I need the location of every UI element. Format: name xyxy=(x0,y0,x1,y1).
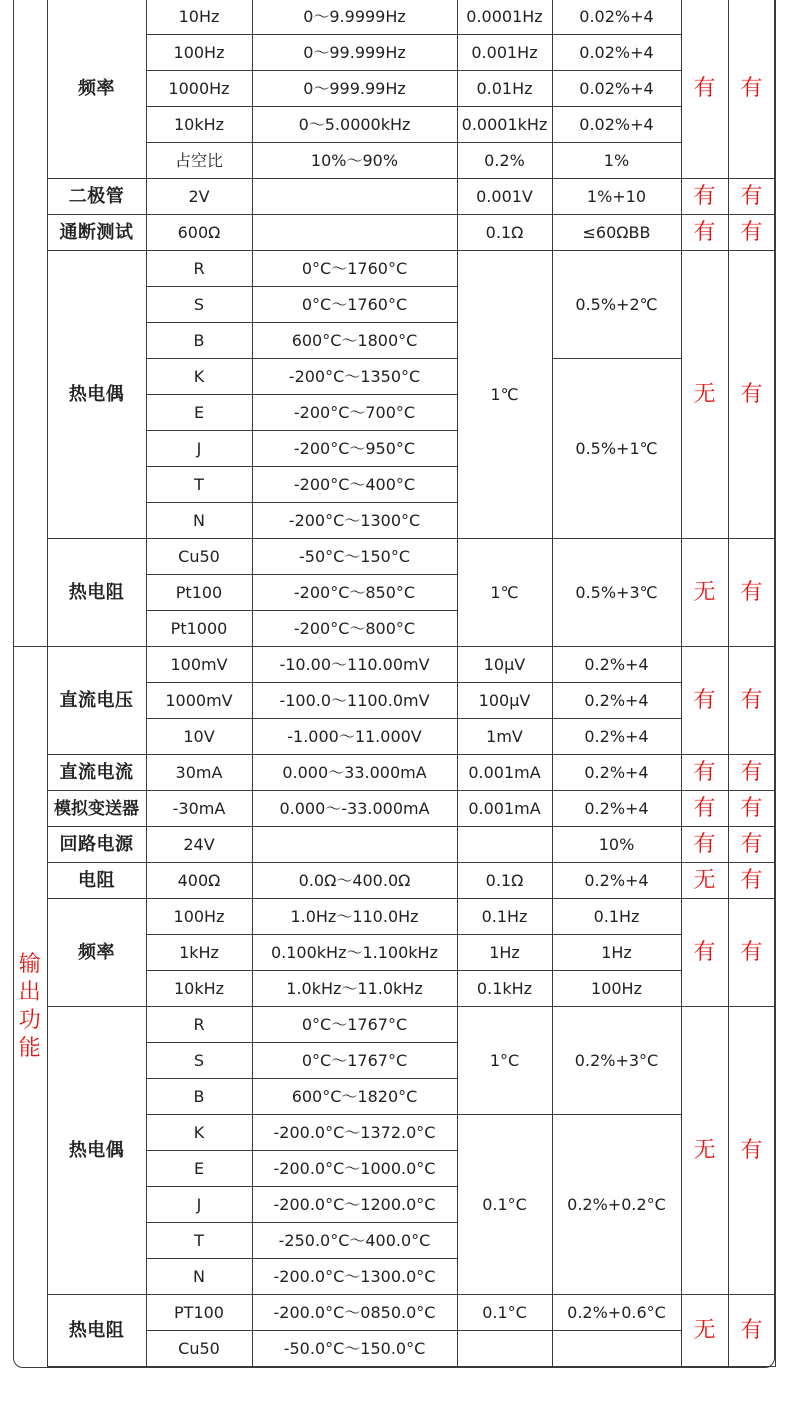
accuracy-cell xyxy=(552,1331,681,1367)
resolution-cell: 0.0001kHz xyxy=(457,107,552,143)
range-cell: E xyxy=(146,1151,252,1187)
feature-flag: 有 xyxy=(681,647,728,755)
span-cell: 0°C～1767°C xyxy=(252,1043,457,1079)
accuracy-cell: 0.2%+4 xyxy=(552,719,681,755)
accuracy-cell: 0.5%+3℃ xyxy=(552,539,681,647)
feature-flag: 有 xyxy=(728,0,775,179)
span-cell: 600°C～1800°C xyxy=(252,323,457,359)
category-label: 直流电流 xyxy=(47,755,146,791)
range-cell: Pt1000 xyxy=(146,611,252,647)
accuracy-cell: 0.02%+4 xyxy=(552,107,681,143)
span-cell: 0.000～33.000mA xyxy=(252,755,457,791)
category-label: 频率 xyxy=(47,899,146,1007)
range-cell: S xyxy=(146,287,252,323)
table-row xyxy=(13,0,775,35)
resolution-cell: 0.1°C xyxy=(457,1295,552,1331)
table-row xyxy=(13,827,775,863)
feature-flag: 有 xyxy=(681,179,728,215)
feature-flag: 有 xyxy=(728,179,775,215)
range-cell: B xyxy=(146,323,252,359)
range-cell: K xyxy=(146,359,252,395)
accuracy-cell: 0.5%+1℃ xyxy=(552,359,681,539)
range-cell: 100Hz xyxy=(146,35,252,71)
resolution-cell: 0.1Ω xyxy=(457,863,552,899)
table-row xyxy=(13,647,775,683)
resolution-cell: 0.001mA xyxy=(457,791,552,827)
span-cell: 0°C～1760°C xyxy=(252,251,457,287)
resolution-cell: 0.001V xyxy=(457,179,552,215)
feature-flag: 有 xyxy=(728,863,775,899)
category-label: 直流电压 xyxy=(47,647,146,755)
feature-flag: 有 xyxy=(728,1295,775,1367)
resolution-cell: 0.2% xyxy=(457,143,552,179)
span-cell: -250.0°C～400.0°C xyxy=(252,1223,457,1259)
range-cell: 2V xyxy=(146,179,252,215)
span-cell: -200°C～700°C xyxy=(252,395,457,431)
span-cell: 0.0Ω～400.0Ω xyxy=(252,863,457,899)
feature-flag: 有 xyxy=(728,215,775,251)
range-cell: J xyxy=(146,431,252,467)
span-cell xyxy=(252,215,457,251)
accuracy-cell: 0.5%+2℃ xyxy=(552,251,681,359)
span-cell xyxy=(252,827,457,863)
accuracy-cell: 0.1Hz xyxy=(552,899,681,935)
accuracy-cell: 0.2%+4 xyxy=(552,647,681,683)
range-cell: R xyxy=(146,1007,252,1043)
category-label: 热电偶 xyxy=(47,1007,146,1295)
span-cell xyxy=(252,179,457,215)
span-cell: -50°C～150°C xyxy=(252,539,457,575)
accuracy-cell: 0.2%+4 xyxy=(552,791,681,827)
accuracy-cell: 0.2%+3°C xyxy=(552,1007,681,1115)
category-label: 热电偶 xyxy=(47,251,146,539)
range-cell: E xyxy=(146,395,252,431)
range-cell: 10kHz xyxy=(146,107,252,143)
resolution-cell: 100μV xyxy=(457,683,552,719)
feature-flag: 有 xyxy=(681,0,728,179)
range-cell: 1000mV xyxy=(146,683,252,719)
resolution-cell xyxy=(457,1331,552,1367)
table-row xyxy=(13,755,775,791)
resolution-cell: 0.001mA xyxy=(457,755,552,791)
resolution-cell: 0.1Ω xyxy=(457,215,552,251)
span-cell: -200°C～850°C xyxy=(252,575,457,611)
category-label: 热电阻 xyxy=(47,539,146,647)
resolution-cell: 0.01Hz xyxy=(457,71,552,107)
accuracy-cell: 1% xyxy=(552,143,681,179)
span-cell: 0～9.9999Hz xyxy=(252,0,457,35)
resolution-cell: 0.1Hz xyxy=(457,899,552,935)
span-cell: -200.0°C～1000.0°C xyxy=(252,1151,457,1187)
resolution-cell: 0.1kHz xyxy=(457,971,552,1007)
span-cell: -50.0°C～150.0°C xyxy=(252,1331,457,1367)
feature-flag: 有 xyxy=(728,251,775,539)
range-cell: 10Hz xyxy=(146,0,252,35)
feature-flag: 无 xyxy=(681,1295,728,1367)
span-cell: -200°C～800°C xyxy=(252,611,457,647)
feature-flag: 有 xyxy=(728,827,775,863)
span-cell: -200°C～400°C xyxy=(252,467,457,503)
span-cell: 0°C～1760°C xyxy=(252,287,457,323)
feature-flag: 有 xyxy=(728,539,775,647)
feature-flag: 有 xyxy=(728,755,775,791)
feature-flag: 有 xyxy=(728,899,775,1007)
span-cell: -200.0°C～1300.0°C xyxy=(252,1259,457,1295)
range-cell: R xyxy=(146,251,252,287)
resolution-cell: 1℃ xyxy=(457,251,552,539)
range-cell: 400Ω xyxy=(146,863,252,899)
feature-flag: 有 xyxy=(728,647,775,755)
span-cell: 0～99.999Hz xyxy=(252,35,457,71)
feature-flag: 无 xyxy=(681,1007,728,1295)
section-label-text: 输出功能 xyxy=(18,951,41,1061)
accuracy-cell: 1%+10 xyxy=(552,179,681,215)
span-cell: -200°C～950°C xyxy=(252,431,457,467)
accuracy-cell: 0.02%+4 xyxy=(552,71,681,107)
table-row xyxy=(13,899,775,935)
span-cell: -200.0°C～1372.0°C xyxy=(252,1115,457,1151)
feature-flag: 有 xyxy=(681,755,728,791)
table-row xyxy=(13,863,775,899)
range-cell: 1kHz xyxy=(146,935,252,971)
table-row xyxy=(13,251,775,287)
feature-flag: 有 xyxy=(728,1007,775,1295)
table-row xyxy=(13,215,775,251)
feature-flag: 无 xyxy=(681,539,728,647)
resolution-cell: 0.0001Hz xyxy=(457,0,552,35)
feature-flag: 无 xyxy=(681,863,728,899)
feature-flag: 有 xyxy=(681,827,728,863)
range-cell: K xyxy=(146,1115,252,1151)
span-cell: -100.0～1100.0mV xyxy=(252,683,457,719)
resolution-cell: 0.001Hz xyxy=(457,35,552,71)
range-cell: 10kHz xyxy=(146,971,252,1007)
range-cell: Cu50 xyxy=(146,539,252,575)
accuracy-cell: 0.2%+4 xyxy=(552,683,681,719)
feature-flag: 有 xyxy=(728,791,775,827)
feature-flag: 有 xyxy=(681,791,728,827)
range-cell: 100Hz xyxy=(146,899,252,935)
range-cell: -30mA xyxy=(146,791,252,827)
range-cell: 1000Hz xyxy=(146,71,252,107)
resolution-cell xyxy=(457,827,552,863)
range-cell: PT100 xyxy=(146,1295,252,1331)
accuracy-cell: 0.02%+4 xyxy=(552,0,681,35)
accuracy-cell: ≤60ΩBB xyxy=(552,215,681,251)
span-cell: 10%～90% xyxy=(252,143,457,179)
span-cell: -1.000～11.000V xyxy=(252,719,457,755)
range-cell: 24V xyxy=(146,827,252,863)
category-label: 回路电源 xyxy=(47,827,146,863)
accuracy-cell: 10% xyxy=(552,827,681,863)
range-cell: N xyxy=(146,503,252,539)
range-cell: Cu50 xyxy=(146,1331,252,1367)
range-cell: 占空比 xyxy=(146,143,252,179)
resolution-cell: 0.1°C xyxy=(457,1115,552,1295)
category-label: 电阻 xyxy=(47,863,146,899)
range-cell: 30mA xyxy=(146,755,252,791)
range-cell: 600Ω xyxy=(146,215,252,251)
span-cell: 600°C～1820°C xyxy=(252,1079,457,1115)
category-label: 频率 xyxy=(47,0,146,179)
range-cell: S xyxy=(146,1043,252,1079)
table-row xyxy=(13,179,775,215)
range-cell: 10V xyxy=(146,719,252,755)
range-cell: J xyxy=(146,1187,252,1223)
resolution-cell: 1Hz xyxy=(457,935,552,971)
span-cell: -200°C～1300°C xyxy=(252,503,457,539)
range-cell: Pt100 xyxy=(146,575,252,611)
category-label: 通断测试 xyxy=(47,215,146,251)
range-cell: N xyxy=(146,1259,252,1295)
table-row xyxy=(13,1007,775,1043)
feature-flag: 无 xyxy=(681,251,728,539)
resolution-cell: 1°C xyxy=(457,1007,552,1115)
accuracy-cell: 0.02%+4 xyxy=(552,35,681,71)
span-cell: 1.0kHz～11.0kHz xyxy=(252,971,457,1007)
span-cell: 0°C～1767°C xyxy=(252,1007,457,1043)
span-cell: 0.100kHz～1.100kHz xyxy=(252,935,457,971)
span-cell: -200.0°C～1200.0°C xyxy=(252,1187,457,1223)
accuracy-cell: 0.2%+4 xyxy=(552,755,681,791)
feature-flag: 有 xyxy=(681,899,728,1007)
resolution-cell: 1℃ xyxy=(457,539,552,647)
span-cell: 0.000～-33.000mA xyxy=(252,791,457,827)
category-label: 二极管 xyxy=(47,179,146,215)
output-section-label xyxy=(13,647,47,1367)
accuracy-cell: 1Hz xyxy=(552,935,681,971)
accuracy-cell: 100Hz xyxy=(552,971,681,1007)
resolution-cell: 1mV xyxy=(457,719,552,755)
range-cell: T xyxy=(146,467,252,503)
range-cell: B xyxy=(146,1079,252,1115)
accuracy-cell: 0.2%+0.2°C xyxy=(552,1115,681,1295)
table-row xyxy=(13,1295,775,1331)
range-cell: 100mV xyxy=(146,647,252,683)
table-row xyxy=(13,791,775,827)
span-cell: -200°C～1350°C xyxy=(252,359,457,395)
span-cell: 1.0Hz～110.0Hz xyxy=(252,899,457,935)
span-cell: 0～999.99Hz xyxy=(252,71,457,107)
accuracy-cell: 0.2%+0.6°C xyxy=(552,1295,681,1331)
input-section-cell xyxy=(13,0,47,647)
span-cell: 0～5.0000kHz xyxy=(252,107,457,143)
spec-table xyxy=(13,0,776,1367)
table-row xyxy=(13,539,775,575)
resolution-cell: 10μV xyxy=(457,647,552,683)
span-cell: -200.0°C～0850.0°C xyxy=(252,1295,457,1331)
category-label: 模拟变送器 xyxy=(47,791,146,827)
feature-flag: 有 xyxy=(681,215,728,251)
range-cell: T xyxy=(146,1223,252,1259)
category-label: 热电阻 xyxy=(47,1295,146,1367)
span-cell: -10.00～110.00mV xyxy=(252,647,457,683)
accuracy-cell: 0.2%+4 xyxy=(552,863,681,899)
